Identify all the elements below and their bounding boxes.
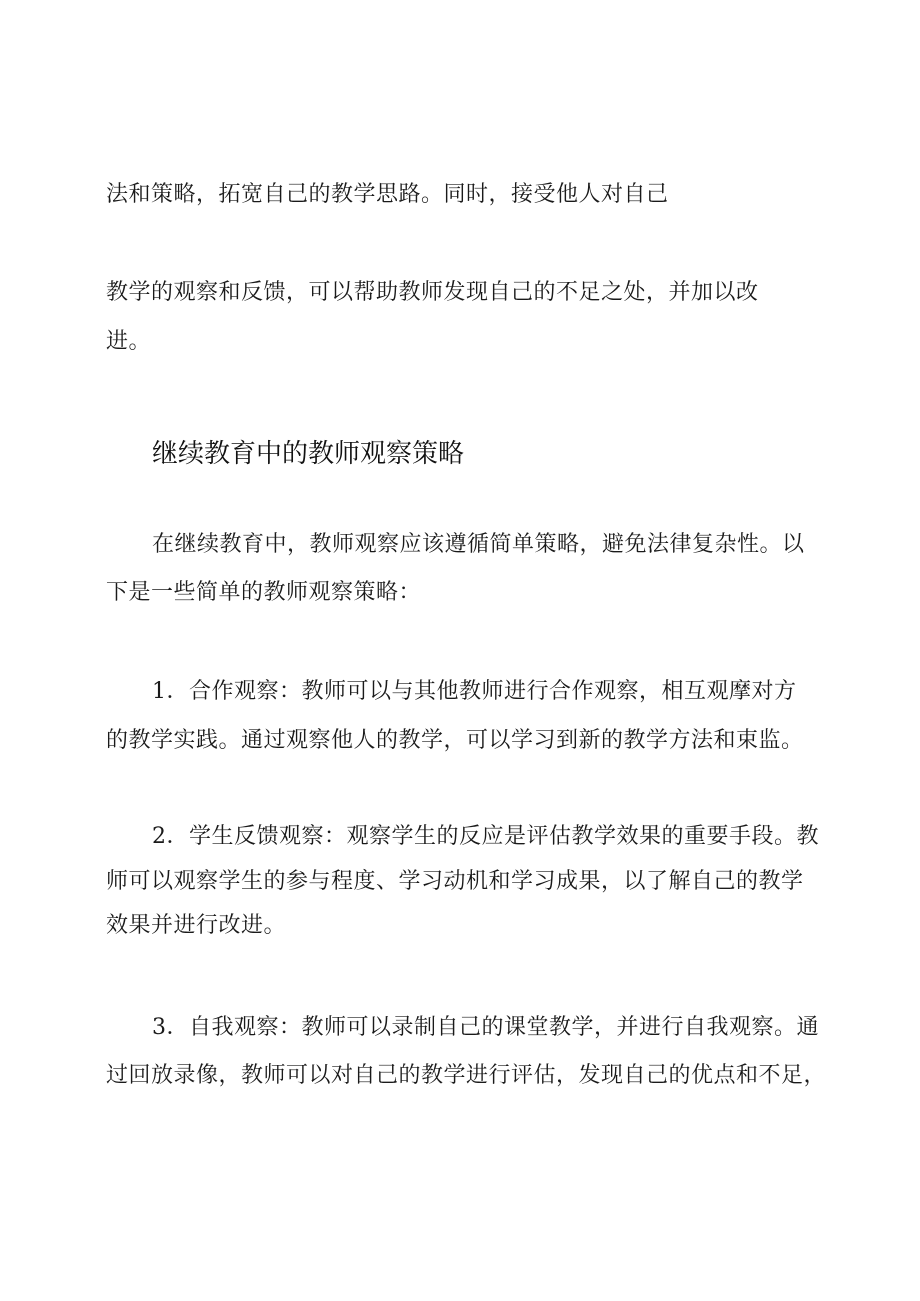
carryover-line-1: 法和策略，拓宽自己的教学思路。同时，接受他人对自己 — [106, 182, 669, 207]
item-2-line-3: 效果并进行改进。 — [106, 913, 287, 938]
intro-line-1: 在继续教育中，教师观察应该遵循简单策略，避免法律复杂性。以 — [152, 532, 805, 557]
intro-line-2: 下是一些简单的教师观察策略： — [106, 580, 422, 605]
carryover-line-2: 教学的观察和反馈，可以帮助教师发现自己的不足之处，并加以改 — [106, 280, 759, 305]
item-2-line-1: 2．学生反馈观察：观察学生的反应是评估教学效果的重要手段。教 — [152, 824, 819, 849]
item-3-line-2: 过回放录像，教师可以对自己的教学进行评估，发现自己的优点和不足， — [106, 1063, 827, 1088]
section-heading: 继续教育中的教师观察策略 — [152, 439, 465, 469]
item-2-line-2: 师可以观察学生的参与程度、学习动机和学习成果，以了解自己的教学 — [106, 869, 804, 894]
item-1-line-2: 的教学实践。通过观察他人的教学，可以学习到新的教学方法和束监。 — [106, 728, 804, 753]
item-3-line-1: 3．自我观察：教师可以录制自己的课堂教学，并进行自我观察。通 — [152, 1015, 819, 1040]
item-1-line-1: 1．合作观察：教师可以与其他教师进行合作观察，相互观摩对方 — [152, 679, 797, 704]
carryover-line-3: 进。 — [106, 329, 152, 354]
